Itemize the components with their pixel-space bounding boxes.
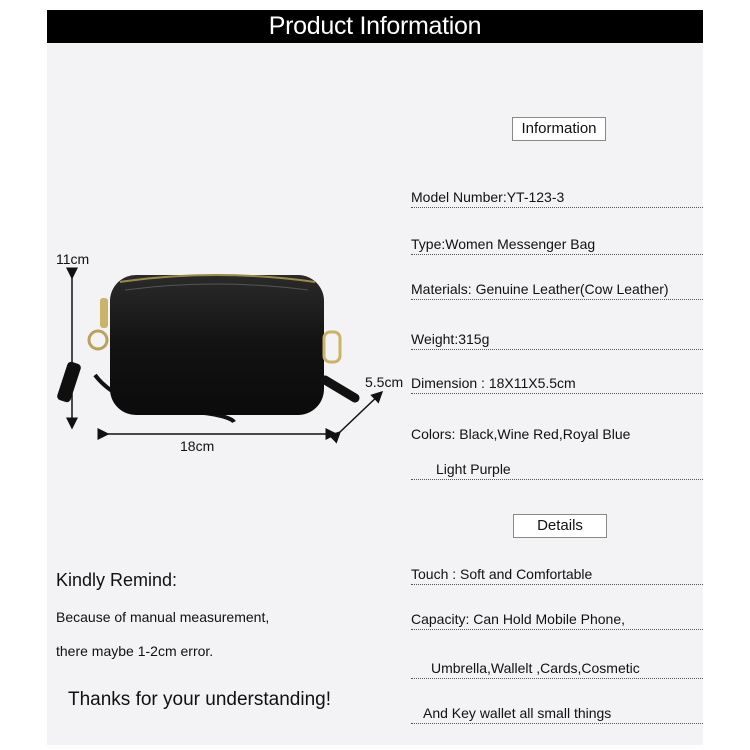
spec-capacity-continuation-1-text: Umbrella,Wallelt ,Cards,Cosmetic (431, 660, 640, 676)
spec-capacity-value: Can Hold Mobile Phone, (473, 611, 626, 627)
spec-model-value: YT-123-3 (506, 189, 565, 205)
spec-touch-value: Soft and Comfortable (460, 566, 593, 582)
right-clip (324, 332, 340, 362)
spec-weight (411, 331, 703, 350)
height-label: 11cm (56, 251, 90, 267)
thanks-message: Thanks for your understanding! (68, 689, 331, 710)
spec-capacity-continuation-2-text: And Key wallet all small things (423, 705, 612, 721)
left-zip-pull (100, 298, 108, 328)
spec-capacity (411, 611, 703, 630)
spec-colors-continuation-text: Light Purple (436, 461, 511, 477)
spec-type-value: Women Messenger Bag (445, 236, 596, 252)
spec-model (411, 189, 703, 208)
spec-colors-key: Colors: (411, 426, 456, 442)
spec-materials (411, 281, 703, 300)
spec-type (411, 236, 703, 255)
spec-colors-value: Black,Wine Red,Royal Blue (459, 426, 631, 442)
remind-line-2: there maybe 1-2cm error. (56, 643, 214, 659)
details-label: Details (513, 514, 607, 538)
remind-title: Kindly Remind: (56, 570, 178, 590)
width-label: 18cm (180, 438, 215, 454)
spec-model-key: Model Number: (411, 189, 507, 205)
depth-label: 5.5cm (365, 374, 404, 390)
spec-dimension (411, 375, 703, 394)
spec-touch-key: Touch : (411, 566, 457, 582)
shoulder-strap (325, 380, 355, 398)
spec-capacity-continuation-2 (411, 705, 703, 724)
spec-weight-key: Weight: (411, 331, 459, 347)
bag-body (110, 275, 324, 415)
spec-dimension-key: Dimension : (411, 375, 485, 391)
spec-type-key: Type: (411, 236, 446, 252)
tassel (56, 361, 82, 403)
spec-capacity-continuation-1 (411, 660, 703, 679)
spec-dimension-value: 18X11X5.5cm (488, 375, 576, 391)
spec-capacity-key: Capacity: (411, 611, 470, 627)
page-title: Product Information (47, 10, 703, 43)
spec-touch (411, 566, 703, 585)
spec-colors (411, 426, 703, 444)
spec-colors-continuation (411, 461, 703, 480)
left-clip (89, 331, 107, 349)
remind-line-1: Because of manual measurement, (56, 609, 270, 625)
information-label: Information (512, 117, 606, 141)
spec-weight-value: 315g (458, 331, 490, 347)
spec-materials-value: Genuine Leather(Cow Leather) (475, 281, 669, 297)
spec-materials-key: Materials: (411, 281, 472, 297)
